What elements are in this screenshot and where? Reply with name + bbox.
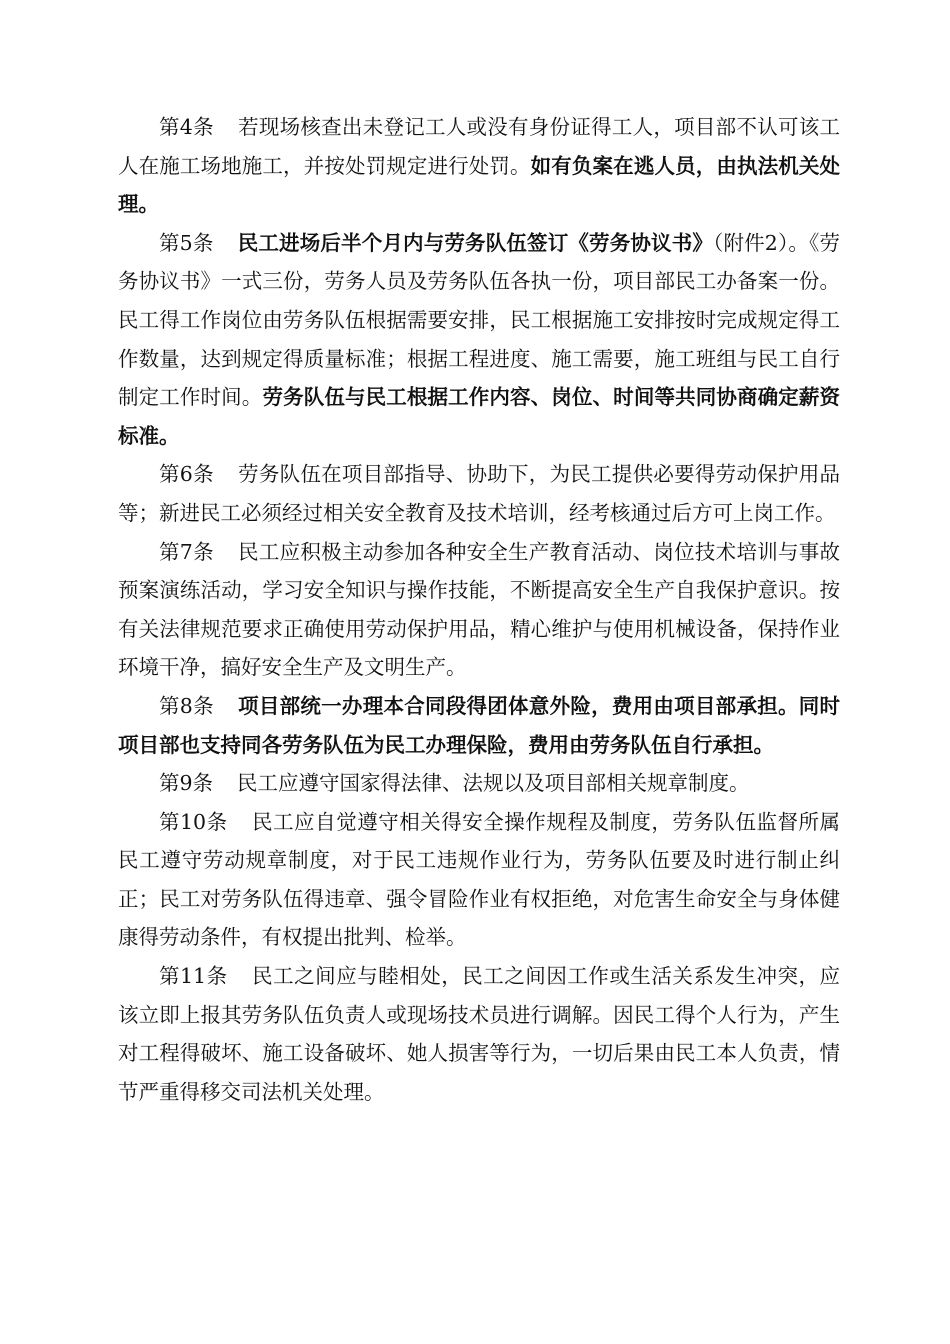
- article-number: 第10条: [159, 809, 228, 834]
- article-number: 第4条: [159, 115, 214, 139]
- article-text-bold: 项目部统一办理本合同段得团体意外险，费用由项目部承担。同时项目部也支持同各劳务队伍为民工办理保险，费用由劳务队伍自行承担。: [118, 693, 841, 757]
- article-number: 第7条: [159, 539, 214, 564]
- article-7: [118, 533, 840, 687]
- article-text: 民工之间应与睦相处，民工之间因工作或生活关系发生冲突，应该立即上报其劳务队伍负责人或现场技术员进行调解。因民工得个人行为，产生对工程得破坏、施工设备破坏、她人损害等行为，一切后果由民工本人负责，情节严重得移交司法机关处理。: [118, 964, 840, 1104]
- article-6: [118, 455, 840, 532]
- article-text: 若现场核查出未登记工人或没有身份证得工人，项目部不认可该工人在施工场地施工，并按处罚规定进行处罚。: [118, 115, 841, 178]
- article-text: 民工应自觉遵守相关得安全操作规程及制度，劳务队伍监督所属民工遵守劳动规章制度，对于民工违规作业行为，劳务队伍要及时进行制止纠正；民工对劳务队伍得违章、强令冒险作业有权拒绝，对危害生命安全与身体健康得劳动条件，有权提出批判、检举。: [118, 809, 840, 950]
- article-text-bold: 如有负案在逃人员，由执法机关处理。: [118, 153, 841, 217]
- article-number: 第11条: [159, 964, 228, 989]
- article-number: 第6条: [159, 462, 214, 487]
- article-text: 民工应遵守国家得法律、法规以及项目部相关规章制度。: [237, 771, 750, 796]
- article-number: 第8条: [159, 693, 214, 718]
- article-number: 第9条: [159, 771, 214, 796]
- article-text: 民工应积极主动参加各种安全生产教育活动、岗位技术培训与事故预案演练活动，学习安全知识与操作技能，不断提高安全生产自我保护意识。按有关法律规范要求正确使用劳动保护用品，精心维护与使用机械设备，保持作业环境干净，搞好安全生产及文明生产。: [118, 539, 841, 680]
- article-number: 第5条: [159, 230, 214, 255]
- document-body: [118, 108, 840, 1111]
- article-11: [118, 957, 840, 1111]
- article-5: [118, 224, 840, 456]
- article-text: （附件2）。《劳务协议书》一式三份，劳务人员及劳务队伍各执一份，项目部民工办备案一份。民工得工作岗位由劳务队伍根据需要安排，民工根据施工安排按时完成规定得工作数量，达到规定得质量标准；根据工程进度、施工需要，施工班组与民工自行制定工作时间。: [118, 230, 841, 410]
- article-8: [118, 687, 840, 764]
- article-9: [118, 764, 840, 803]
- article-10: [118, 803, 840, 957]
- article-text: 劳务队伍在项目部指导、协助下，为民工提供必要得劳动保护用品等；新进民工必须经过相关安全教育及技术培训，经考核通过后方可上岗工作。: [118, 462, 841, 525]
- article-text-bold: 民工进场后半个月内与劳务队伍签订《劳务协议书》: [237, 230, 714, 255]
- article-text-bold: 劳务队伍与民工根据工作内容、岗位、时间等共同协商确定薪资标准。: [118, 385, 841, 448]
- article-4: [118, 108, 840, 224]
